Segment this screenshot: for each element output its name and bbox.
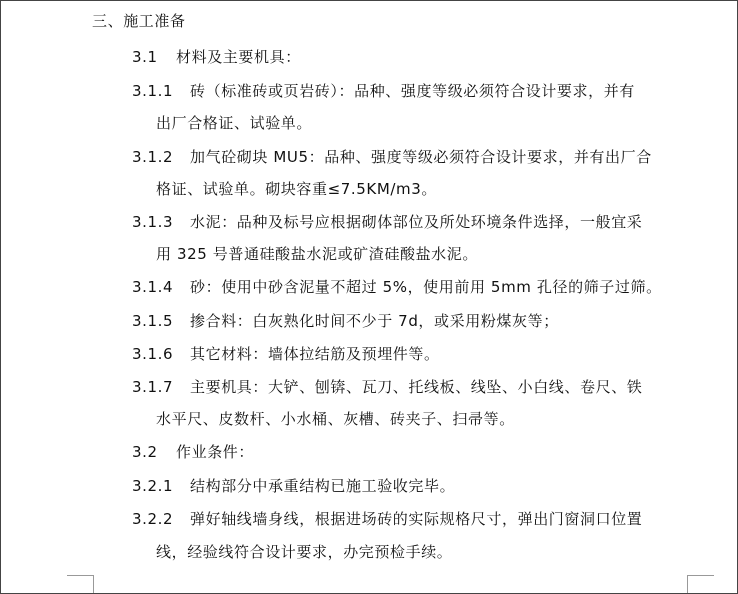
item-number: 3.1.2 bbox=[132, 148, 174, 166]
item-text: 弹好轴线墙身线，根据进场砖的实际规格尺寸，弹出门窗洞口位置 bbox=[190, 510, 643, 528]
item-3-1-7 bbox=[132, 377, 642, 397]
item-number: 3.2.1 bbox=[132, 477, 174, 495]
item-3-1-2-continuation: 格证、试验单。砌块容重≤7.5KM/m3。 bbox=[156, 180, 438, 198]
item-text: 主要机具：大铲、刨锛、瓦刀、托线板、线坠、小白线、卷尺、铁 bbox=[190, 378, 643, 396]
section-heading bbox=[92, 11, 186, 31]
item-3-1-7-continuation: 水平尺、皮数杆、小水桶、灰槽、砖夹子、扫帚等。 bbox=[156, 410, 515, 428]
item-text: 掺合料：白灰熟化时间不少于 7d，或采用粉煤灰等； bbox=[190, 312, 559, 330]
item-number: 3.1.7 bbox=[132, 378, 174, 396]
item-3-1-4 bbox=[132, 277, 662, 297]
item-3-1-3 bbox=[132, 212, 642, 232]
item-3-1-1 bbox=[132, 81, 635, 101]
item-number: 3.1.1 bbox=[132, 82, 174, 100]
subsection-3-1 bbox=[132, 47, 301, 67]
item-text: 结构部分中承重结构已施工验收完毕。 bbox=[190, 477, 456, 495]
item-text: 作业条件： bbox=[176, 443, 255, 461]
item-number: 3.1.3 bbox=[132, 213, 174, 231]
item-text: 加气砼砌块 MU5：品种、强度等级必须符合设计要求，并有出厂合 bbox=[190, 148, 652, 166]
item-number: 3.1 bbox=[132, 48, 158, 66]
item-text: 砂：使用中砂含泥量不超过 5%，使用前用 5mm 孔径的筛子过筛。 bbox=[190, 278, 662, 296]
item-3-1-3-continuation: 用 325 号普通硅酸盐水泥或矿渣硅酸盐水泥。 bbox=[156, 245, 478, 263]
item-3-2-1 bbox=[132, 476, 455, 496]
item-text: 其它材料：墙体拉结筋及预埋件等。 bbox=[190, 345, 440, 363]
item-number: 3.2.2 bbox=[132, 510, 174, 528]
item-3-1-6 bbox=[132, 344, 440, 364]
subsection-3-2 bbox=[132, 442, 254, 462]
item-text: 材料及主要机具： bbox=[176, 48, 301, 66]
item-text: 水泥：品种及标号应根据砌体部位及所处环境条件选择，一般宜采 bbox=[190, 213, 643, 231]
item-text: 砖（标准砖或页岩砖）：品种、强度等级必须符合设计要求，并有 bbox=[190, 82, 635, 100]
item-number: 3.1.6 bbox=[132, 345, 174, 363]
item-3-1-2 bbox=[132, 147, 652, 167]
item-number: 3.1.4 bbox=[132, 278, 174, 296]
section-title: 施工准备 bbox=[123, 12, 186, 30]
item-3-1-5 bbox=[132, 311, 559, 331]
section-number: 三、 bbox=[92, 12, 124, 30]
item-3-2-2 bbox=[132, 509, 642, 529]
item-number: 3.2 bbox=[132, 443, 158, 461]
margin-corner-mark-left bbox=[67, 575, 94, 594]
item-3-1-1-continuation: 出厂合格证、试验单。 bbox=[156, 114, 313, 132]
item-number: 3.1.5 bbox=[132, 312, 174, 330]
item-3-2-2-continuation: 线，经验线符合设计要求，办完预检手续。 bbox=[156, 543, 453, 561]
margin-corner-mark-right bbox=[687, 575, 714, 594]
